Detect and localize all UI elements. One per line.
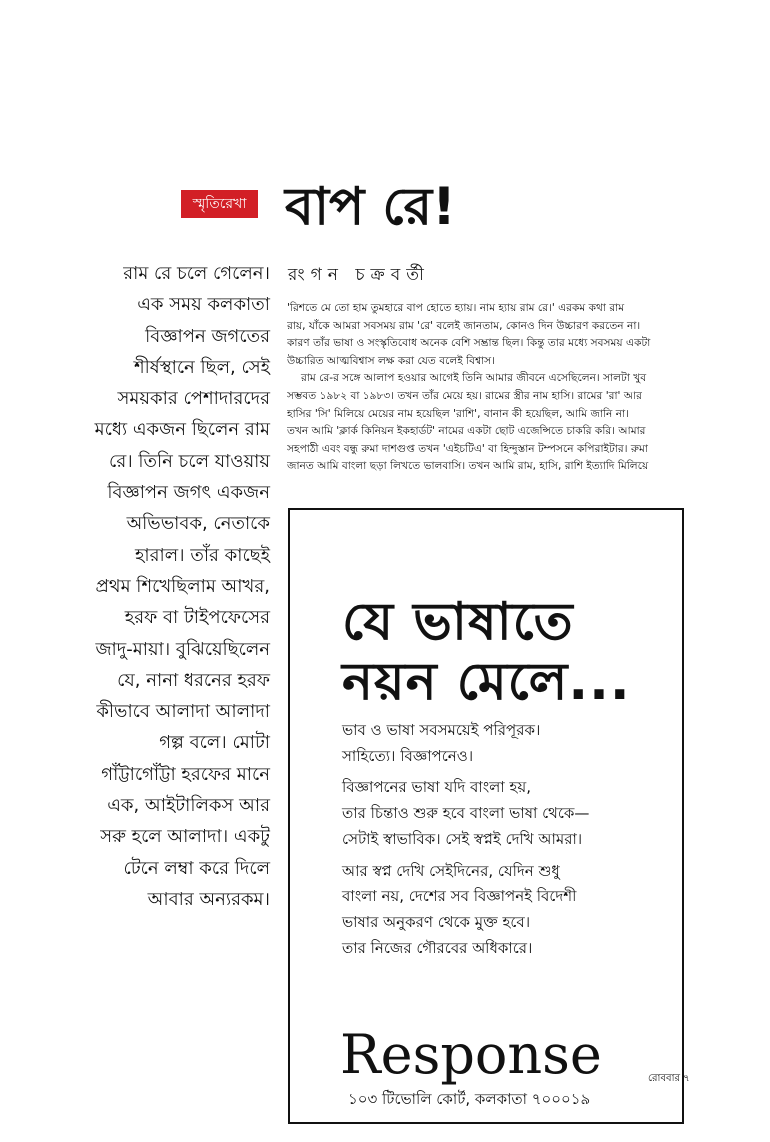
- pull-quote-line: এক সময় কলকাতা: [137, 294, 270, 316]
- pull-quote: [70, 258, 270, 915]
- ad-brand-logo: Response: [340, 1023, 602, 1086]
- pull-quote-line: রে। তিনি চলে যাওয়ায়: [109, 450, 270, 472]
- body-line: রায়, যাঁকে আমরা সবসময় রাম 'রে' বলেই জানতাম, কোনও দিন উচ্চারণ করতেন না।: [287, 319, 641, 332]
- pull-quote-line: টেনে লম্বা করে দিলে: [123, 857, 270, 879]
- article-body: [287, 300, 679, 476]
- ad-headline: [342, 592, 672, 712]
- pull-quote-line: যে, নানা ধরনের হরফ: [117, 669, 270, 691]
- ad-headline-line: নয়ন মেলে...: [342, 652, 631, 712]
- ad-copy-line: সাহিত্যে। বিজ্ঞাপনেও।: [342, 746, 474, 765]
- pull-quote-line: কীভাবে আলাদা আলাদা: [96, 701, 270, 723]
- ad-copy-line: ভাব ও ভাষা সবসময়েই পরিপূরক।: [342, 721, 541, 739]
- pull-quote-line: মধ্যে একজন ছিলেন রাম: [94, 419, 270, 441]
- body-line: রাম রে-র সঙ্গে আলাপ হওয়ার আগেই তিনি আমার জীবনে এসেছিলেন। সালটা খুব: [301, 372, 647, 385]
- ad-copy-line: বিজ্ঞাপনের ভাষা যদি বাংলা হয়,: [342, 778, 531, 797]
- ad-copy-line: বাংলা নয়, দেশের সব বিজ্ঞাপনই বিদেশী: [342, 887, 577, 906]
- body-line: তখন আমি 'ক্লার্ক কিনিয়ন ইকহার্ডট' নামের একটা ছোট এজেন্সিতে চাকরি করি। আমার: [287, 425, 646, 438]
- pull-quote-line: রাম রে চলে গেলেন।: [123, 263, 270, 284]
- ad-copy: [342, 718, 672, 967]
- ad-address: ১০৩ টিভোলি কোর্ট, কলকাতা ৭০০০১৯: [348, 1090, 591, 1108]
- body-line: কারণ তাঁর ভাষা ও সংস্কৃতিবোধ অনেক বেশি সম্ভ্রান্ত ছিল। কিন্তু তার মধ্যে সবসময় একটা: [287, 337, 651, 350]
- pull-quote-line: সরু হলে আলাদা। একটু: [100, 826, 270, 848]
- pull-quote-line: বিজ্ঞাপন জগৎ একজন: [107, 482, 270, 504]
- pull-quote-line: গল্প বলে। মোটা: [159, 732, 270, 754]
- page-folio: রোববার ৭: [648, 1073, 690, 1084]
- pull-quote-line: গাঁট্টাগোঁট্টা হরফের মানে: [101, 763, 270, 785]
- article-headline: বাপ রে!: [285, 177, 456, 237]
- ad-paragraph: [342, 859, 672, 962]
- body-line: 'রিশতে মে তো হাম তুমহারে বাপ হোতে হ্যায়। নাম হ্যায় রাম রে।' এরকম কথা রাম: [287, 302, 625, 314]
- pull-quote-line: অভিভাবক, নেতাকে: [126, 513, 270, 535]
- body-line: সহপাঠী এবং বন্ধু রুমা দাশগুপ্ত তখন 'এইচটিএ' বা হিন্দুস্তান টম্পসনে কপিরাইটার। রুমা: [287, 442, 648, 455]
- ad-copy-line: সেটাই স্বাভাবিক। সেই স্বপ্নই দেখি আমরা।: [342, 829, 583, 848]
- ad-paragraph: [342, 775, 672, 852]
- body-line: জানত আমি বাংলা ছড়া লিখতে ভালবাসি। তখন আমি রাম, হাসি, রাশি ইত্যাদি মিলিয়ে: [287, 460, 649, 473]
- ad-copy-line: আর স্বপ্ন দেখি সেইদিনের, যেদিন শুধু: [342, 861, 560, 880]
- body-line: হাসির 'সি' মিলিয়ে মেয়ের নাম হয়েছিল 'রাশি', বানান কী হয়েছিল, আমি জানি না।: [287, 407, 629, 420]
- body-line: উচ্চারিত আত্মবিশ্বাস লক্ষ করা যেত বলেই বিশ্বাস।: [287, 354, 495, 367]
- pull-quote-line: এক, আইটালিকস আর: [107, 795, 270, 817]
- pull-quote-line: বিজ্ঞাপন জগতের: [145, 325, 270, 347]
- body-line: সম্ভবত ১৯৮২ বা ১৯৮৩। তখন তাঁর মেয়ে হয়। রামের স্ত্রীর নাম হাসি। রামের 'রা' আর: [287, 389, 643, 402]
- ad-paragraph: [342, 718, 672, 769]
- section-label-badge: স্মৃতিরেখা: [181, 190, 258, 218]
- pull-quote-line: জাদু-মায়া। বুঝিয়েছিলেন: [95, 638, 270, 660]
- ad-copy-line: তার চিন্তাও শুরু হবে বাংলা ভাষা থেকে—: [342, 804, 590, 823]
- pull-quote-line: সময়কার পেশাদারদের: [117, 388, 270, 410]
- ad-headline-line: যে ভাষাতে: [342, 592, 574, 652]
- pull-quote-line: হরফ বা টাইপফেসের: [124, 607, 270, 629]
- pull-quote-line: প্রথম শিখেছিলাম আখর,: [95, 575, 270, 597]
- ad-copy-line: ভাষার অনুকরণ থেকে মুক্ত হবে।: [342, 912, 531, 931]
- ad-copy-line: তার নিজের গৌরবের অধিকারে।: [342, 938, 533, 957]
- author-byline: রংগন চক্রবর্তী: [288, 265, 430, 285]
- pull-quote-line: আবার অন্যরকম।: [147, 888, 270, 910]
- advertisement: [288, 508, 684, 1124]
- pull-quote-line: শীর্ষস্থানে ছিল, সেই: [133, 356, 270, 378]
- pull-quote-line: হারাল। তাঁর কাছেই: [134, 544, 270, 566]
